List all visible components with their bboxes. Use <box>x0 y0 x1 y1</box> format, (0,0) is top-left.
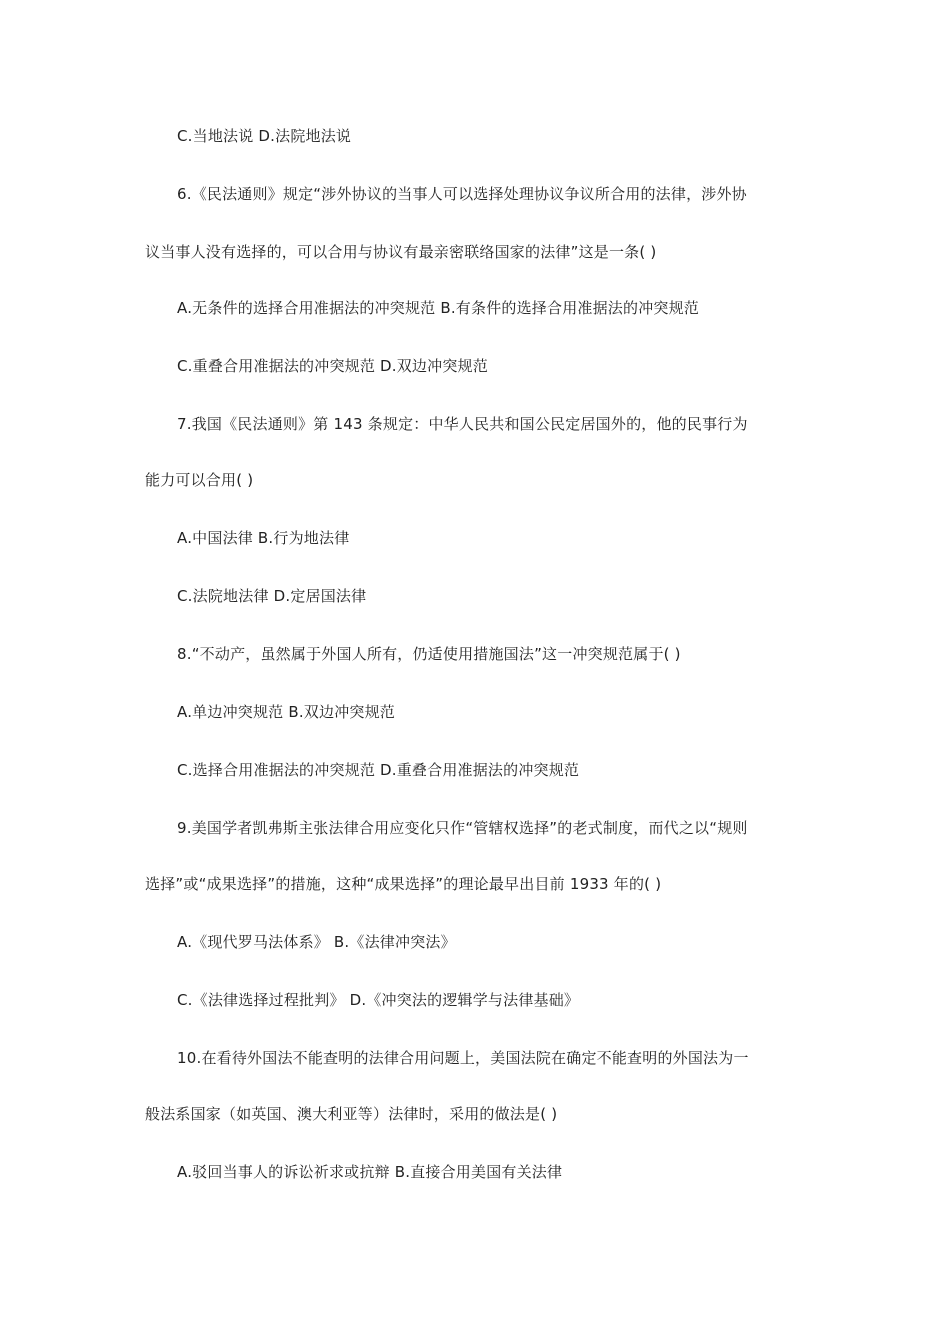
option-line-q9-cd: C.《法律选择过程批判》 D.《冲突法的逻辑学与法律基础》 <box>177 991 580 1009</box>
option-line-q9-ab: A.《现代罗马法体系》 B.《法律冲突法》 <box>177 933 456 951</box>
option-line-q8-ab: A.单边冲突规范 B.双边冲突规范 <box>177 703 395 721</box>
question-8-text: 8.“不动产，虽然属于外国人所有，仍适使用措施国法”这一冲突规范属于( ) <box>177 645 681 663</box>
option-line-q10-ab: A.驳回当事人的诉讼祈求或抗辩 B.直接合用美国有关法律 <box>177 1163 563 1181</box>
question-7-text-cont: 能力可以合用( ) <box>145 471 254 489</box>
question-10-text-cont: 般法系国家（如英国、澳大利亚等）法律时，采用的做法是( ) <box>145 1105 558 1123</box>
option-line-q8-cd: C.选择合用准据法的冲突规范 D.重叠合用准据法的冲突规范 <box>177 761 580 779</box>
question-6-text: 6.《民法通则》规定“涉外协议的当事人可以选择处理协议争议所合用的法律，涉外协 <box>177 185 747 203</box>
option-line-q6-cd: C.重叠合用准据法的冲突规范 D.双边冲突规范 <box>177 357 488 375</box>
option-line-q7-cd: C.法院地法律 D.定居国法律 <box>177 587 367 605</box>
question-10-text: 10.在看待外国法不能查明的法律合用问题上，美国法院在确定不能查明的外国法为一 <box>177 1049 749 1067</box>
question-7-text: 7.我国《民法通则》第 143 条规定：中华人民共和国公民定居国外的，他的民事行为 <box>177 415 748 433</box>
question-9-text-cont: 选择”或“成果选择”的措施，这种“成果选择”的理论最早出目前 1933 年的( ) <box>145 875 662 893</box>
option-line-q5-cd: C.当地法说 D.法院地法说 <box>177 127 352 145</box>
question-9-text: 9.美国学者凯弗斯主张法律合用应变化只作“管辖权选择”的老式制度，而代之以“规则 <box>177 819 748 837</box>
question-6-text-cont: 议当事人没有选择的，可以合用与协议有最亲密联络国家的法律”这是一条( ) <box>145 243 657 261</box>
option-line-q6-ab: A.无条件的选择合用准据法的冲突规范 B.有条件的选择合用准据法的冲突规范 <box>177 299 699 317</box>
option-line-q7-ab: A.中国法律 B.行为地法律 <box>177 529 350 547</box>
